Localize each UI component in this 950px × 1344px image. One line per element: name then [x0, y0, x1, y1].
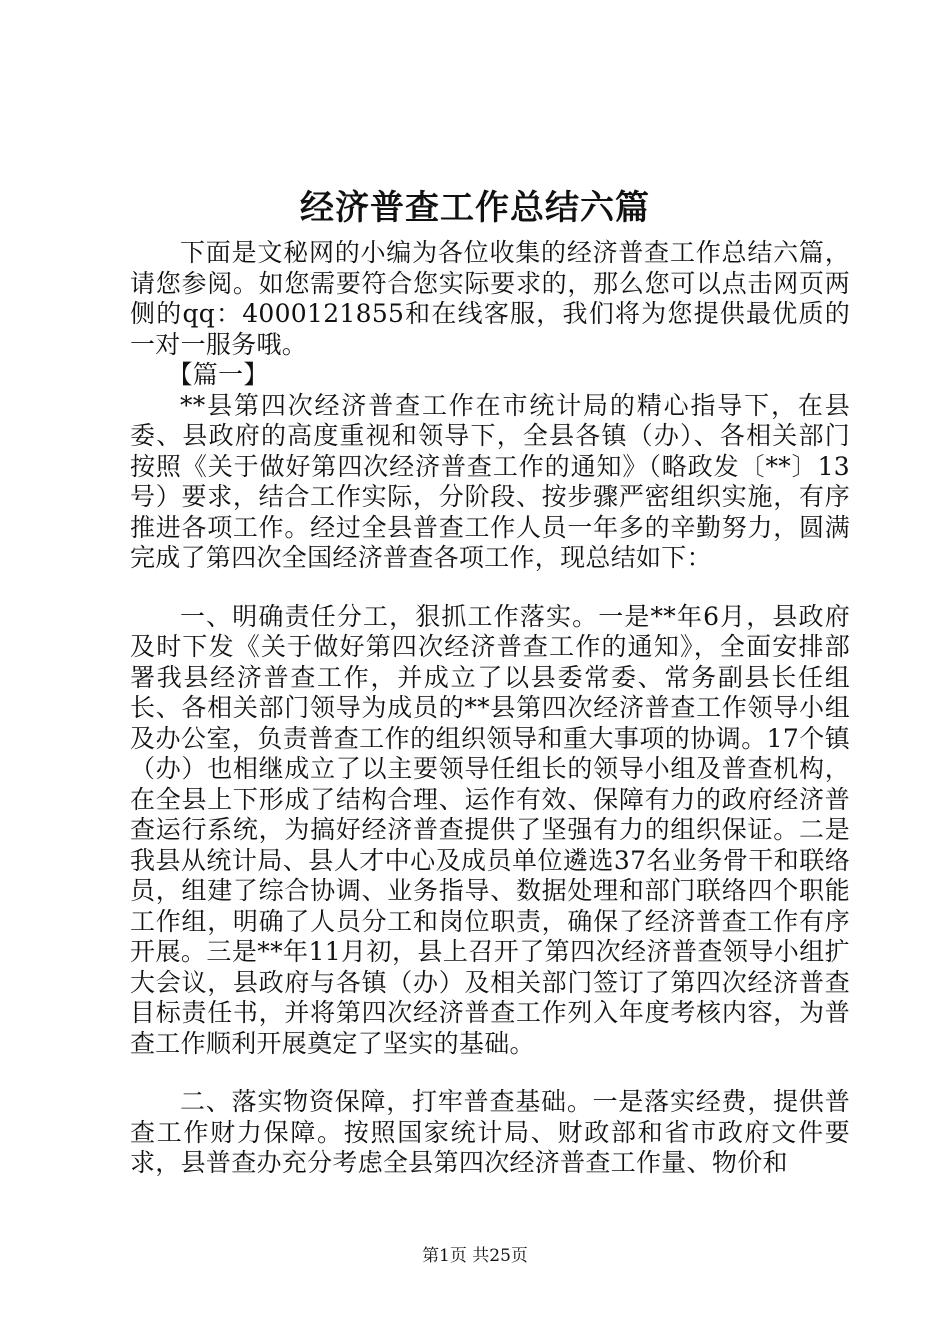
- document-body: [130, 238, 850, 1179]
- body-paragraph-2: 一、明确责任分工，狠抓工作落实。一是**年6月，县政府及时下发《关于做好第四次经济普查工作的通知》，全面安排部署我县经济普查工作，并成立了以县委常委、常务副县长任组长、各相关部门领导为成员的**县第四次经济普查工作领导小组及办公室，负责普查工作的组织领导和重大事项的协调。17个镇（办）也相继成立了以主要领导任组长的领导小组及普查机构，在全县上下形成了结构合理、运作有效、保障有力的政府经济普查运行系统，为搞好经济普查提供了坚强有力的组织保证。二是我县从统计局、县人才中心及成员单位遴选37名业务骨干和联络员，组建了综合协调、业务指导、数据处理和部门联络四个职能工作组，明确了人员分工和岗位职责，确保了经济普查工作有序开展。三是**年11月初，县上召开了第四次经济普查领导小组扩大会议，县政府与各镇（办）及相关部门签订了第四次经济普查目标责任书，并将第四次经济普查工作列入年度考核内容，为普查工作顺利开展奠定了坚实的基础。: [130, 601, 850, 1058]
- page-number-footer: 第1页 共25页: [422, 1246, 528, 1266]
- document-title: 经济普查工作总结六篇: [300, 188, 650, 228]
- body-paragraph-1: **县第四次经济普查工作在市统计局的精心指导下，在县委、县政府的高度重视和领导下，全县各镇（办）、各相关部门按照《关于做好第四次经济普查工作的通知》（略政发〔**〕13号）要求，结合工作实际，分阶段、按步骤严密组织实施，有序推进各项工作。经过全县普查工作人员一年多的辛勤努力，圆满完成了第四次全国经济普查各项工作，现总结如下：: [130, 390, 850, 572]
- section-heading: 【篇一】: [167, 360, 269, 389]
- body-paragraph-3: 二、落实物资保障，打牢普查基础。一是落实经费，提供普查工作财力保障。按照国家统计局、财政部和省市政府文件要求，县普查办充分考虑全县第四次经济普查工作量、物价和: [130, 1087, 850, 1177]
- intro-paragraph: 下面是文秘网的小编为各位收集的经济普查工作总结六篇，请您参阅。如您需要符合您实际要求的，那么您可以点击网页两侧的qq：4000121855和在线客服，我们将为您提供最优质的一对一服务哦。: [130, 238, 850, 359]
